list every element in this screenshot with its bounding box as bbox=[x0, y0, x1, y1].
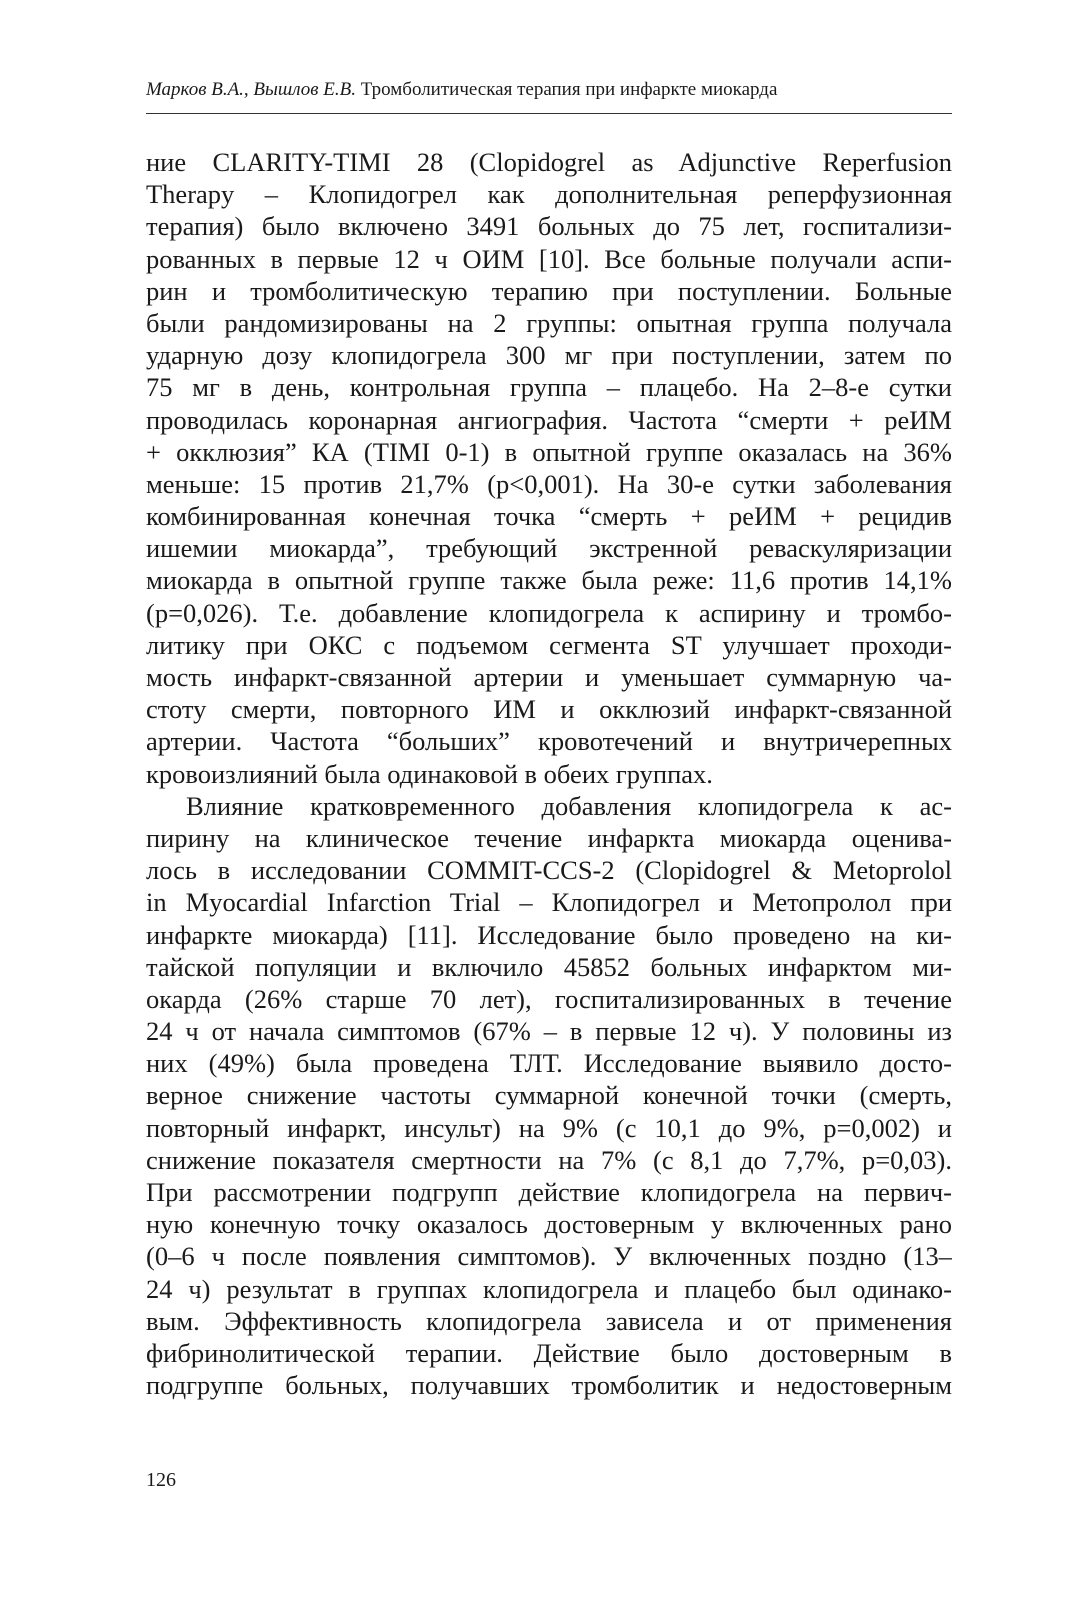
text-line: мость инфаркт-связанной артерии и уменьшает суммарную ча- bbox=[146, 662, 952, 692]
text-line: кровоизлияний была одинаковой в обеих группах. bbox=[146, 758, 713, 789]
text-line: (0–6 ч после появления симптомов). У включенных поздно (13– bbox=[146, 1241, 952, 1272]
text-line: in Myocardial Infarction Trial – Клопидогрел и Метопролол при bbox=[146, 887, 952, 918]
text-line: подгруппе больных, получавших тромболитик и недостоверным bbox=[146, 1370, 952, 1401]
text-line: тайской популяции и включило 45852 больных инфарктом ми- bbox=[146, 951, 952, 982]
text-line: меньше: 15 против 21,7% (p<0,001). На 30-е сутки заболевания bbox=[146, 468, 952, 499]
text-line: пирину на клиническое течение инфаркта миокарда оценива- bbox=[146, 822, 952, 853]
text-line: Влияние кратковременного добавления клопидогрела к ас- bbox=[186, 790, 952, 821]
text-line: ную конечную точку оказалось достоверным у включенных рано bbox=[146, 1209, 952, 1240]
text-line: окарда (26% старше 70 лет), госпитализированных в течение bbox=[146, 983, 952, 1014]
header-rule bbox=[146, 113, 952, 114]
text-line: 24 ч от начала симптомов (67% – в первые 12 ч). У половины из bbox=[146, 1016, 952, 1047]
text-line: инфаркте миокарда) [11]. Исследование было проведено на ки- bbox=[146, 919, 952, 950]
text-line: были рандомизированы на 2 группы: опытная группа получала bbox=[146, 307, 952, 338]
text-line: При рассмотрении подгрупп действие клопидогрела на первич- bbox=[146, 1177, 952, 1207]
text-line: фибринолитической терапии. Действие было достоверным в bbox=[146, 1337, 952, 1368]
text-line: стоту смерти, повторного ИМ и окклюзий инфаркт-связанной bbox=[146, 694, 952, 725]
text-line: комбинированная конечная точка “смерть + реИМ + рецидив bbox=[146, 501, 952, 532]
text-line: верное снижение частоты суммарной конечной точки (смерть, bbox=[146, 1080, 952, 1111]
text-line: 24 ч) результат в группах клопидогрела и плацебо был одинако- bbox=[146, 1273, 952, 1304]
text-line: вым. Эффективность клопидогрела зависела и от применения bbox=[146, 1305, 952, 1336]
text-line: терапия) было включено 3491 больных до 75 лет, госпитализи- bbox=[146, 211, 952, 242]
text-line: рованных в первые 12 ч ОИМ [10]. Все больные получали аспи- bbox=[146, 243, 952, 274]
text-line: них (49%) была проведена ТЛТ. Исследование выявило досто- bbox=[146, 1048, 952, 1079]
header-title: Тромболитическая терапия при инфаркте миокарда bbox=[360, 79, 778, 100]
paragraph bbox=[146, 790, 952, 1402]
text-line: лось в исследовании COMMIT-CCS-2 (Clopidogrel & Metoprolol bbox=[146, 855, 952, 886]
text-line: Therapy – Клопидогрел как дополнительная реперфузионная bbox=[146, 179, 952, 210]
text-line: проводилась коронарная ангиография. Частота “смерти + реИМ bbox=[146, 404, 952, 435]
text-line: снижение показателя смертности на 7% (с 8,1 до 7,7%, p=0,03). bbox=[146, 1144, 952, 1175]
text-line: миокарда в опытной группе также была реже: 11,6 против 14,1% bbox=[146, 565, 952, 596]
text-line: 75 мг в день, контрольная группа – плацебо. На 2–8-е сутки bbox=[146, 372, 952, 403]
text-line: ние CLARITY-TIMI 28 (Clopidogrel as Adjunctive Reperfusion bbox=[146, 147, 952, 177]
body-text bbox=[146, 146, 952, 1401]
running-header bbox=[146, 78, 952, 102]
text-line: повторный инфаркт, инсульт) на 9% (с 10,1 до 9%, p=0,002) и bbox=[146, 1112, 952, 1143]
text-line: литику при ОКС с подъемом сегмента ST улучшает проходи- bbox=[146, 629, 952, 660]
page-number: 126 bbox=[146, 1469, 176, 1491]
paragraph bbox=[146, 146, 952, 790]
header-authors: Марков В.А., Вышлов Е.В. bbox=[146, 79, 356, 100]
text-line: рин и тромболитическую терапию при поступлении. Больные bbox=[146, 275, 952, 306]
text-line: ударную дозу клопидогрела 300 мг при поступлении, затем по bbox=[146, 340, 952, 371]
text-line: ишемии миокарда”, требующий экстренной реваскуляризации bbox=[146, 533, 952, 564]
text-line: (p=0,026). Т.е. добавление клопидогрела к аспирину и тромбо- bbox=[146, 597, 952, 628]
text-line: + окклюзия” КА (TIMI 0-1) в опытной группе оказалась на 36% bbox=[146, 436, 952, 467]
text-line: артерии. Частота “больших” кровотечений и внутричерепных bbox=[146, 726, 952, 757]
